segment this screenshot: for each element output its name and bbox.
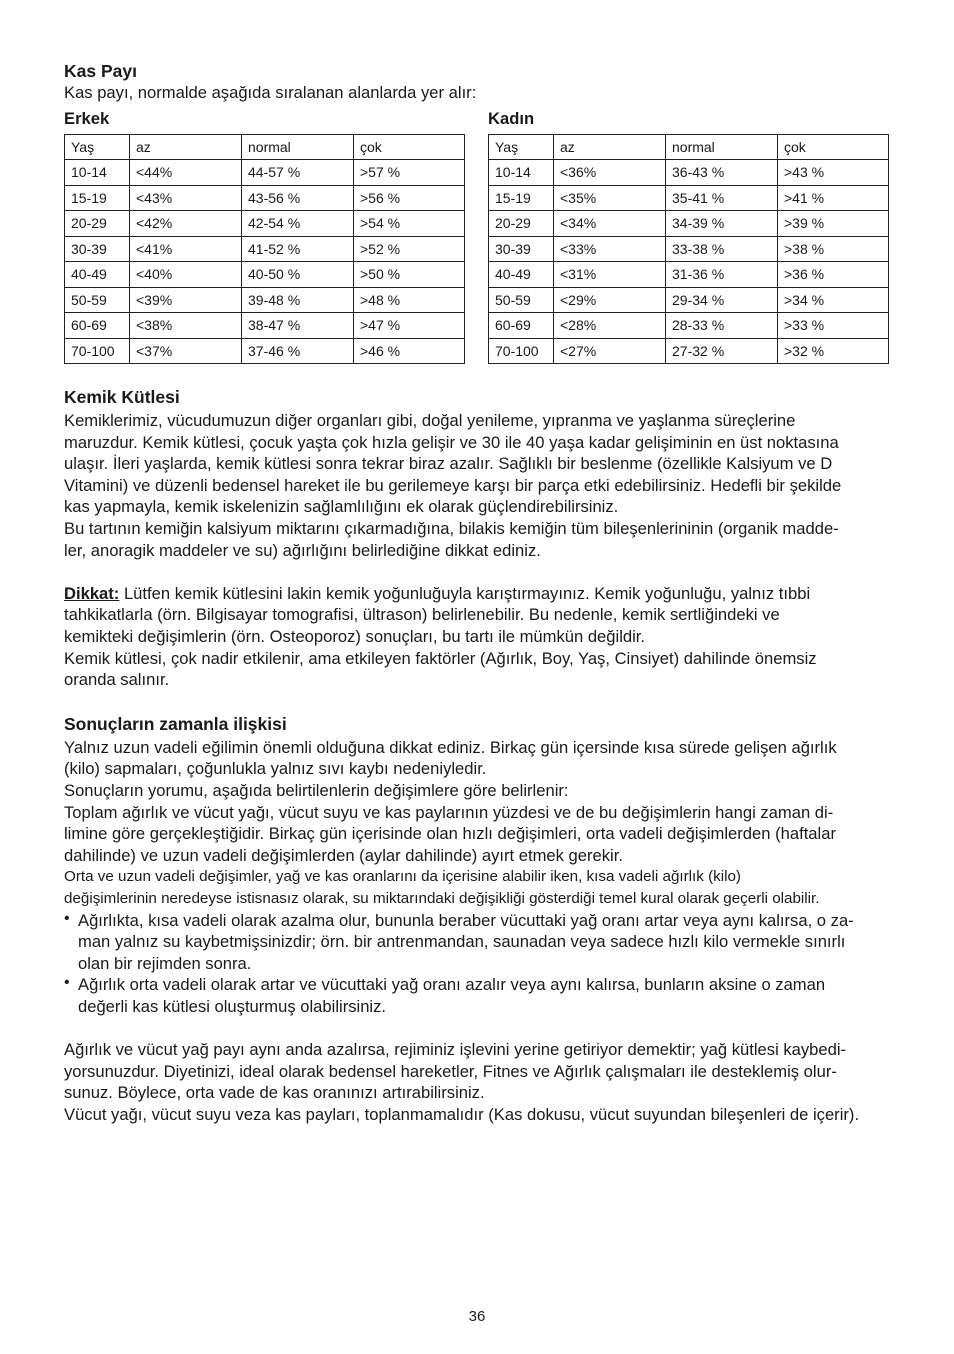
table-cell: <40% [130,262,242,288]
bullet-line: man yalnız su kaybetmişsinizdir; örn. bir antrenmandan, saunadan veya sadece hızlı kilo vermekle sınırlı [78,932,846,952]
erkek-table-block [64,109,466,365]
kas-intro: Kas payı, normalde aşağıda sıralanan alanlarda yer alır: [64,83,477,102]
table-cell: <39% [130,287,242,313]
table-cell: >32 % [778,338,889,364]
table-header-cell: az [130,134,242,160]
kemik-line: maruzdur. Kemik kütlesi, çocuk yaşta çok hızla gelişir ve 30 ile 40 yaşa kadar gelişiminin en üst noktasına [64,432,839,452]
table-row [65,160,465,186]
dikkat-line [64,583,890,605]
sonuc-line: sunuz. Böylece, orta vade de kas oranınızı artırabilirsiniz. [64,1083,485,1103]
table-cell: 41-52 % [242,236,354,262]
sonuc-line: dahilinde) ve uzun vadeli değişimlerden (aylar dahilinde) ayırt etmek gerekir. [64,845,623,865]
table-cell: 36-43 % [666,160,778,186]
table-cell: 44-57 % [242,160,354,186]
table-header-cell: normal [242,134,354,160]
table-cell: 28-33 % [666,313,778,339]
kadin-table [488,134,889,365]
bullet-dot: • [64,974,70,992]
kemik-line: ler, anoragik maddeler ve su) ağırlığını belirlediğine dikkat ediniz. [64,540,541,560]
table-header-row [489,134,889,160]
sonuc-line: Vücut yağı, vücut suyu veza kas payları, toplanmamalıdır (Kas dokusu, vücut suyundan bileşenleri de içerir). [64,1104,860,1124]
table-cell: >57 % [354,160,465,186]
table-cell: 15-19 [489,185,554,211]
page-content [64,60,890,1126]
sonuc-line: Yalnız uzun vadeli eğilimin önemli olduğuna dikkat ediniz. Birkaç gün içersinde kısa sürede gelişen ağırlık [64,737,837,757]
table-cell: <29% [554,287,666,313]
bullet-item [64,974,890,1017]
kemik-line: Kemiklerimiz, vücudumuzun diğer organları gibi, doğal yenileme, yıpranma ve yaşlanma süreçlerine [64,411,796,431]
table-header-cell: az [554,134,666,160]
erkek-table [64,134,465,365]
table-cell: <31% [554,262,666,288]
table-cell: >33 % [778,313,889,339]
page-number: 36 [468,1308,486,1325]
kemik-title: Kemik Kütlesi [64,387,180,408]
table-cell: 29-34 % [666,287,778,313]
table-cell: >34 % [778,287,889,313]
table-cell: 50-59 [65,287,130,313]
kadin-table-block [488,109,890,365]
table-cell: >48 % [354,287,465,313]
table-cell: >50 % [354,262,465,288]
table-row [489,185,889,211]
table-cell: <36% [554,160,666,186]
table-cell: 43-56 % [242,185,354,211]
kas-title: Kas Payı [64,61,137,81]
table-row [65,185,465,211]
table-cell: 37-46 % [242,338,354,364]
table-row [65,211,465,237]
table-cell: >47 % [354,313,465,339]
table-cell: 20-29 [489,211,554,237]
table-row [489,313,889,339]
table-cell: 60-69 [489,313,554,339]
table-cell: 50-59 [489,287,554,313]
table-cell: 40-49 [65,262,130,288]
table-cell: >41 % [778,185,889,211]
kas-tables [64,109,890,365]
table-cell: <44% [130,160,242,186]
table-cell: >36 % [778,262,889,288]
bullet-line: Ağırlık orta vadeli olarak artar ve vücuttaki yağ oranı azalır veya aynı kalırsa, bunların aksine o zaman [78,975,826,995]
table-cell: >38 % [778,236,889,262]
kadin-title: Kadın [488,108,535,128]
sonuc-line: Ağırlık ve vücut yağ payı aynı anda azalırsa, rejiminiz işlevini yerine getiriyor demektir; yağ kütlesi kaybedi- [64,1040,847,1060]
dikkat-text: Lütfen kemik kütlesini lakin kemik yoğunluğuyla karıştırmayınız. Kemik yoğunluğu, yalnız tıbbi [119,583,811,603]
table-row [489,211,889,237]
sonuc-line: yorsunuzdur. Diyetinizi, ideal olarak bedensel hareketler, Fitnes ve Ağırlık çalışmaları ile desteklemiş olur- [64,1061,837,1081]
table-cell: >52 % [354,236,465,262]
table-cell: 31-36 % [666,262,778,288]
bullet-line: olan bir rejimden sonra. [78,953,252,973]
table-cell: >39 % [778,211,889,237]
table-cell: <37% [130,338,242,364]
table-cell: >46 % [354,338,465,364]
bullet-dot: • [64,909,70,927]
kemik-line: Bu tartının kemiğin kalsiyum miktarını çıkarmadığına, bilakis kemiğin tüm bileşenlerininin (organik madde- [64,519,839,539]
erkek-title: Erkek [64,108,110,128]
table-cell: <41% [130,236,242,262]
table-header-cell: normal [666,134,778,160]
sonuc-small-line: Orta ve uzun vadeli değişimler, yağ ve kas oranlarını da içerisine alabilir iken, kısa vadeli ağırlık (kilo) [64,868,741,886]
table-cell: 30-39 [489,236,554,262]
table-header-cell: çok [354,134,465,160]
table-cell: 70-100 [65,338,130,364]
table-cell: 42-54 % [242,211,354,237]
kemik-line: ulaşır. İleri yaşlarda, kemik kütlesi sonra tekrar biraz azalır. Sağlıklı bir beslenme (özellikle Kalsiyum ve D [64,454,833,474]
table-cell: >43 % [778,160,889,186]
table-row [489,287,889,313]
table-cell: 15-19 [65,185,130,211]
bullet-line: Ağırlıkta, kısa vadeli olarak azalma olur, bununla beraber vücuttaki yağ oranı artar veya aynı kalırsa, o za- [78,910,854,930]
table-cell: 30-39 [65,236,130,262]
bullet-line: değerli kas kütlesi oluşturmuş olabilirsiniz. [78,996,387,1016]
table-row [489,236,889,262]
table-cell: <38% [130,313,242,339]
table-cell: <43% [130,185,242,211]
table-row [65,236,465,262]
table-row [65,338,465,364]
table-header-cell: Yaş [65,134,130,160]
bullet-item [64,910,890,975]
table-cell: <42% [130,211,242,237]
table-cell: 10-14 [65,160,130,186]
table-header-cell: çok [778,134,889,160]
sonuc-line: (kilo) sapmaları, çoğunlukla yalnız sıvı kaybı nedeniyledir. [64,759,487,779]
table-cell: 20-29 [65,211,130,237]
table-cell: >56 % [354,185,465,211]
table-cell: 10-14 [489,160,554,186]
sonuc-section [64,713,890,1126]
kemik-line: oranda salınır. [64,670,170,690]
table-cell: 27-32 % [666,338,778,364]
table-row [489,262,889,288]
kemik-line: kemikteki değişimlerin (örn. Osteoporoz) sonuçları, bu tartı ile mümkün değildir. [64,627,646,647]
kemik-line: tahkikatlarla (örn. Bilgisayar tomografisi, ültrason) belirlenebilir. Bu nedenle, kemik sertliğindeki ve [64,605,780,625]
table-cell: 35-41 % [666,185,778,211]
table-cell: 39-48 % [242,287,354,313]
table-cell: 38-47 % [242,313,354,339]
sonuc-line: limine göre gerçekleştiğidir. Birkaç gün içerisinde olan hızlı değişimleri, orta vadeli değişimlerden (haftalar [64,824,836,844]
table-cell: 40-50 % [242,262,354,288]
table-row [65,313,465,339]
kemik-line: Vitamini) ve düzenli bedensel hareket ile bu gerilemeye karşı bir parça etki edebilirsiniz. Hedefli bir şekilde [64,475,842,495]
sonuc-title: Sonuçların zamanla ilişkisi [64,713,287,734]
kemik-line: kas yapmayla, kemik iskelenizin sağlamlılığını ek olarak güçlendirebilirsiniz. [64,497,619,517]
table-cell: 34-39 % [666,211,778,237]
table-cell: <34% [554,211,666,237]
table-cell: 40-49 [489,262,554,288]
table-row [489,338,889,364]
sonuc-line: Sonuçların yorumu, aşağıda belirtilenlerin değişimlere göre belirlenir: [64,781,569,800]
table-header-row [65,134,465,160]
table-cell: <27% [554,338,666,364]
sonuc-small-line: değişimlerinin neredeyse istisnasız olarak, su miktarındaki değişikliği gösterdiği temel kural olarak geçerli olabilir. [64,889,820,907]
kemik-line: Kemik kütlesi, çok nadir etkilenir, ama etkileyen faktörler (Ağırlık, Boy, Yaş, Cinsiyet) dahilinde önemsiz [64,648,817,668]
table-row [65,287,465,313]
sonuc-line: Toplam ağırlık ve vücut yağı, vücut suyu ve kas paylarının yüzdesi ve de bu değişimlerin hangi zaman di- [64,802,834,822]
dikkat-label: Dikkat: [64,583,120,603]
table-cell: <28% [554,313,666,339]
table-cell: 33-38 % [666,236,778,262]
table-header-cell: Yaş [489,134,554,160]
table-cell: <33% [554,236,666,262]
kemik-section [64,386,890,691]
table-cell: <35% [554,185,666,211]
table-row [489,160,889,186]
table-cell: 60-69 [65,313,130,339]
table-row [65,262,465,288]
table-cell: 70-100 [489,338,554,364]
table-cell: >54 % [354,211,465,237]
